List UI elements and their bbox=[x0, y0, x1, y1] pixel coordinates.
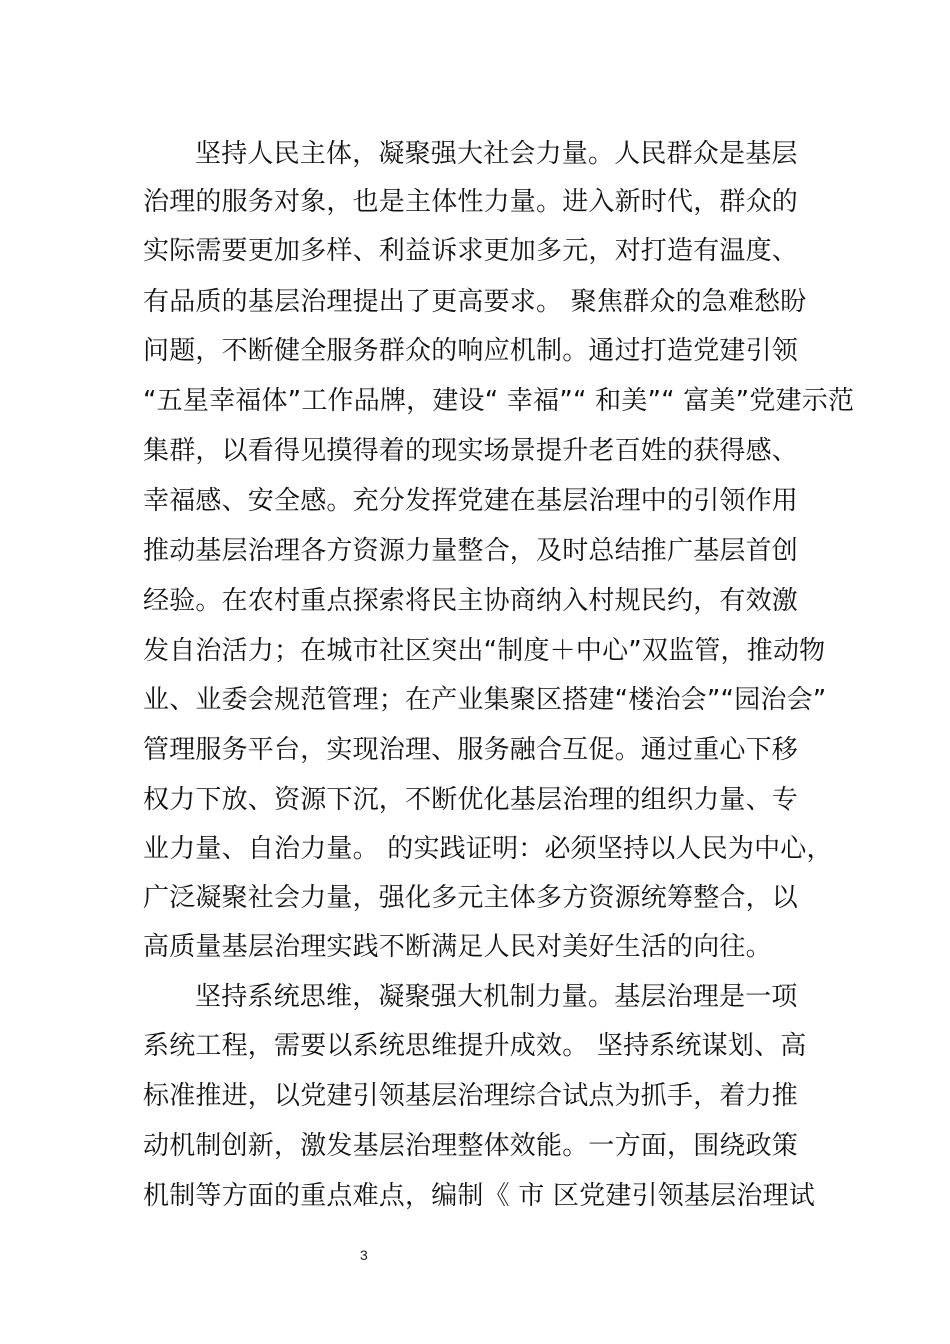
paragraph-1-line-4: 有品质的基层治理提出了更高要求。 聚焦群众的急难愁盼 bbox=[143, 287, 807, 317]
paragraph-2-line-1: 坚持系统思维，凝聚强大机制力量。基层治理是一项 bbox=[195, 982, 798, 1012]
paragraph-1-line-15: 业力量、自治力量。 的实践证明：必须坚持以人民为中心， bbox=[143, 834, 833, 864]
paragraph-2-line-3: 标准推进，以党建引领基层治理综合试点为抓手，着力推 bbox=[143, 1081, 799, 1111]
paragraph-1-line-9: 推动基层治理各方资源力量整合，及时总结推广基层首创 bbox=[143, 536, 799, 566]
paragraph-1-line-10: 经验。在农村重点探索将民主协商纳入村规民约，有效激 bbox=[143, 586, 799, 616]
paragraph-1-line-16: 广泛凝聚社会力量，强化多元主体多方资源统筹整合，以 bbox=[143, 883, 799, 913]
paragraph-1-line-7: 集群，以看得见摸得着的现实场景提升老百姓的获得感、 bbox=[143, 436, 799, 466]
paragraph-1-line-5: 问题，不断健全服务群众的响应机制。通过打造党建引领 bbox=[143, 336, 799, 366]
paragraph-1-line-2: 治理的服务对象，也是主体性力量。进入新时代，群众的 bbox=[143, 187, 799, 217]
paragraph-2-line-5: 机制等方面的重点难点，编制《 市 区党建引领基层治理试 bbox=[143, 1181, 815, 1211]
paragraph-1-line-6: “五星幸福体”工作品牌，建设“ 幸福”“ 和美”“ 富美”党建示范 bbox=[143, 386, 855, 416]
paragraph-1-line-11: 发自治活力；在城市社区突出“制度＋中心”双监管，推动物 bbox=[143, 636, 826, 666]
paragraph-1-line-3: 实际需要更加多样、利益诉求更加多元，对打造有温度、 bbox=[143, 236, 799, 266]
paragraph-2-line-4: 动机制创新，激发基层治理整体效能。一方面，围绕政策 bbox=[143, 1131, 799, 1161]
paragraph-1-line-17: 高质量基层治理实践不断满足人民对美好生活的向往。 bbox=[143, 932, 772, 962]
paragraph-1-line-13: 管理服务平台，实现治理、服务融合互促。通过重心下移 bbox=[143, 735, 799, 765]
page-number: 3 bbox=[360, 1247, 368, 1263]
paragraph-1-line-8: 幸福感、安全感。充分发挥党建在基层治理中的引领作用 bbox=[143, 486, 799, 516]
paragraph-2-line-2: 系统工程，需要以系统思维提升成效。 坚持系统谋划、高 bbox=[143, 1031, 807, 1061]
paragraph-1-line-12: 业、业委会规范管理；在产业集聚区搭建“楼治会”“园治会” bbox=[143, 685, 827, 715]
paragraph-1-line-14: 权力下放、资源下沉，不断优化基层治理的组织力量、专 bbox=[143, 785, 799, 815]
paragraph-1-line-1: 坚持人民主体，凝聚强大社会力量。人民群众是基层 bbox=[195, 139, 798, 169]
